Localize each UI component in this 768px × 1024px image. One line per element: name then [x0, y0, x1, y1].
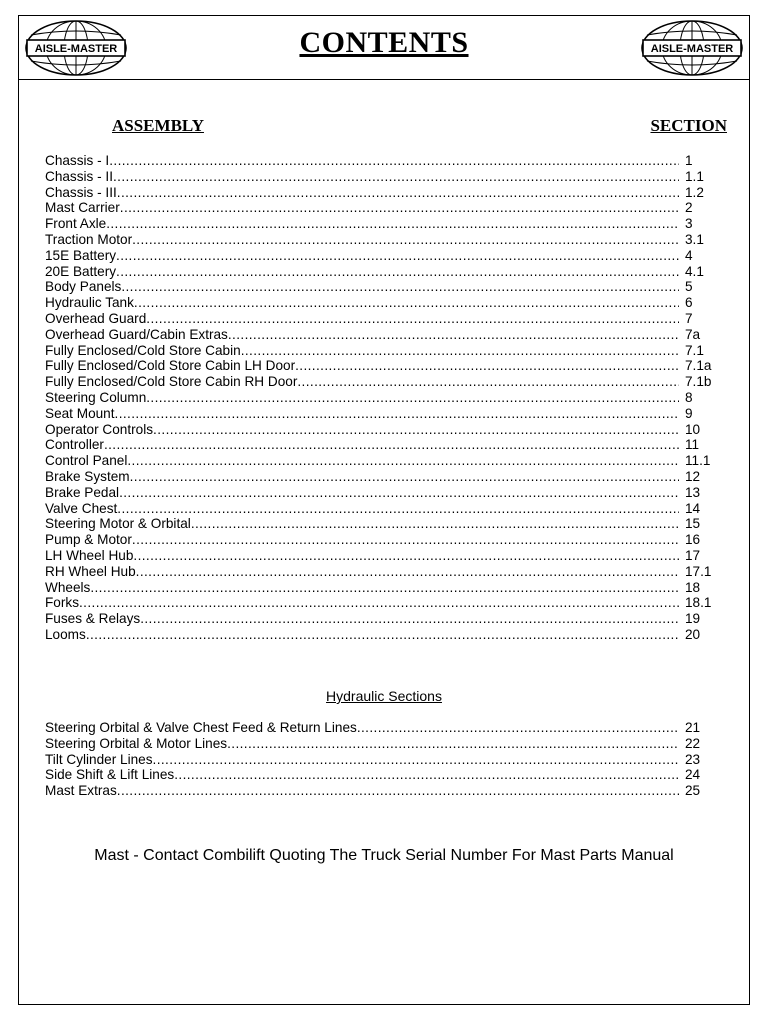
toc-entry-label: Valve Chest .....: [45, 501, 679, 517]
toc-entry: [45, 611, 725, 627]
toc-entry-section: 7.1a: [685, 358, 712, 374]
toc-entry-label: Fully Enclosed/Cold Store Cabin RH Door .....: [45, 374, 679, 390]
toc-entry-section: 1.2: [685, 184, 704, 200]
toc-entry: [45, 248, 725, 264]
toc-entry: [45, 343, 725, 359]
toc-entry-label: Steering Orbital & Motor Lines .....: [45, 736, 679, 752]
toc-entry-section: 16: [685, 532, 701, 548]
toc-entry-section: 5: [685, 279, 693, 295]
toc-entry-section: 6: [685, 295, 693, 311]
assembly-column-heading: ASSEMBLY: [112, 116, 204, 135]
toc-entry-label: Fully Enclosed/Cold Store Cabin .....: [45, 343, 679, 359]
toc-entry-section: 14: [685, 500, 701, 516]
toc-entry-section: 20: [685, 626, 701, 642]
toc-entry-section: 4.1: [685, 263, 704, 279]
toc-entry: [45, 264, 725, 280]
toc-entry-label: Overhead Guard .....: [45, 311, 679, 327]
toc-entry-label: Overhead Guard/Cabin Extras .....: [45, 327, 679, 343]
toc-entry: [45, 516, 725, 532]
toc-entry: [45, 736, 725, 752]
toc-entry-section: 8: [685, 389, 693, 405]
toc-entry: [45, 469, 725, 485]
toc-entry: [45, 295, 725, 311]
assembly-contents-list: [45, 153, 725, 643]
toc-entry: [45, 501, 725, 517]
toc-entry-section: 7.1b: [685, 374, 712, 390]
toc-entry-section: 7a: [685, 326, 701, 342]
toc-entry: [45, 453, 725, 469]
toc-entry-section: 18: [685, 579, 701, 595]
toc-entry-section: 7: [685, 310, 693, 326]
toc-entry-section: 4: [685, 247, 693, 263]
hydraulic-sections-heading: Hydraulic Sections: [326, 688, 442, 704]
toc-entry: [45, 783, 725, 799]
section-column-heading: SECTION: [650, 116, 727, 135]
toc-entry-section: 17: [685, 547, 701, 563]
toc-entry-section: 3.1: [685, 231, 704, 247]
toc-entry-label: RH Wheel Hub .....: [45, 564, 679, 580]
toc-entry: [45, 485, 725, 501]
toc-entry-label: Looms .....: [45, 627, 679, 643]
toc-entry-section: 2: [685, 200, 693, 216]
hydraulic-contents-list: [45, 720, 725, 799]
toc-entry-label: Steering Motor & Orbital .....: [45, 516, 679, 532]
toc-entry-label: Chassis - II .....: [45, 169, 679, 185]
toc-entry-section: 15: [685, 516, 701, 532]
toc-entry-section: 25: [685, 783, 701, 799]
toc-entry: [45, 279, 725, 295]
toc-entry-label: Seat Mount .....: [45, 406, 679, 422]
header-divider: [19, 79, 749, 80]
toc-entry: [45, 200, 725, 216]
toc-entry-section: 18.1: [685, 595, 712, 611]
page-title: CONTENTS: [299, 26, 469, 59]
toc-entry-section: 9: [685, 405, 693, 421]
toc-entry-label: Fully Enclosed/Cold Store Cabin LH Door .....: [45, 358, 679, 374]
toc-entry: [45, 548, 725, 564]
toc-entry-section: 23: [685, 751, 701, 767]
toc-entry-label: Hydraulic Tank .....: [45, 295, 679, 311]
toc-entry: [45, 422, 725, 438]
toc-entry-label: Controller .....: [45, 437, 679, 453]
toc-entry-label: Steering Orbital & Valve Chest Feed & Return Lines .....: [45, 720, 679, 736]
toc-entry-label: Forks .....: [45, 595, 679, 611]
toc-entry: [45, 532, 725, 548]
toc-entry-section: 1: [685, 153, 693, 168]
toc-entry-label: Mast Carrier .....: [45, 200, 679, 216]
toc-entry-label: Operator Controls .....: [45, 422, 679, 438]
toc-entry-label: Mast Extras .....: [45, 783, 679, 799]
toc-entry: [45, 564, 725, 580]
toc-entry-label: Control Panel .....: [45, 453, 679, 469]
toc-entry-section: 3: [685, 216, 693, 232]
toc-entry-section: 10: [685, 421, 701, 437]
toc-entry: [45, 406, 725, 422]
toc-entry: [45, 437, 725, 453]
toc-entry-section: 24: [685, 767, 701, 783]
toc-entry-section: 13: [685, 484, 701, 500]
toc-entry: [45, 232, 725, 248]
toc-entry: [45, 169, 725, 185]
toc-entry: [45, 752, 725, 768]
logo-wordmark: AISLE-MASTER: [650, 43, 734, 55]
toc-entry-label: Brake Pedal .....: [45, 485, 679, 501]
toc-entry-label: Side Shift & Lift Lines .....: [45, 767, 679, 783]
toc-entry: [45, 374, 725, 390]
toc-entry-label: Tilt Cylinder Lines .....: [45, 752, 679, 768]
toc-entry-label: 15E Battery .....: [45, 248, 679, 264]
toc-entry: [45, 627, 725, 643]
toc-entry-label: Steering Column .....: [45, 390, 679, 406]
toc-entry: [45, 327, 725, 343]
toc-entry-label: Chassis - I .....: [45, 153, 679, 169]
toc-entry-label: Wheels .....: [45, 580, 679, 596]
toc-entry-section: 1.1: [685, 168, 704, 184]
toc-entry-label: 20E Battery .....: [45, 264, 679, 280]
toc-entry-section: 19: [685, 611, 701, 627]
toc-entry-label: Brake System .....: [45, 469, 679, 485]
toc-entry: [45, 720, 725, 736]
toc-entry: [45, 216, 725, 232]
toc-entry-section: 17.1: [685, 563, 712, 579]
toc-entry: [45, 390, 725, 406]
toc-entry: [45, 153, 725, 169]
logo-wordmark: AISLE-MASTER: [34, 43, 118, 55]
toc-entry-label: Chassis - III .....: [45, 185, 679, 201]
toc-entry-section: 7.1: [685, 342, 704, 358]
mast-parts-note: Mast - Contact Combilift Quoting The Truck Serial Number For Mast Parts Manual: [94, 847, 674, 864]
toc-entry-label: Body Panels .....: [45, 279, 679, 295]
toc-entry: [45, 580, 725, 596]
contents-page: [18, 15, 750, 1005]
toc-entry-section: 22: [685, 735, 701, 751]
aisle-master-logo-right: [639, 18, 745, 78]
toc-entry: [45, 595, 725, 611]
toc-entry-label: LH Wheel Hub .....: [45, 548, 679, 564]
toc-entry-label: Pump & Motor .....: [45, 532, 679, 548]
toc-entry-section: 11.1: [685, 453, 711, 469]
toc-entry: [45, 358, 725, 374]
toc-entry-section: 11: [685, 437, 700, 453]
toc-entry: [45, 767, 725, 783]
toc-entry-section: 21: [685, 720, 701, 735]
toc-entry-label: Fuses & Relays .....: [45, 611, 679, 627]
toc-entry: [45, 185, 725, 201]
toc-entry: [45, 311, 725, 327]
toc-entry-section: 12: [685, 468, 701, 484]
toc-entry-label: Front Axle .....: [45, 216, 679, 232]
toc-entry-label: Traction Motor .....: [45, 232, 679, 248]
